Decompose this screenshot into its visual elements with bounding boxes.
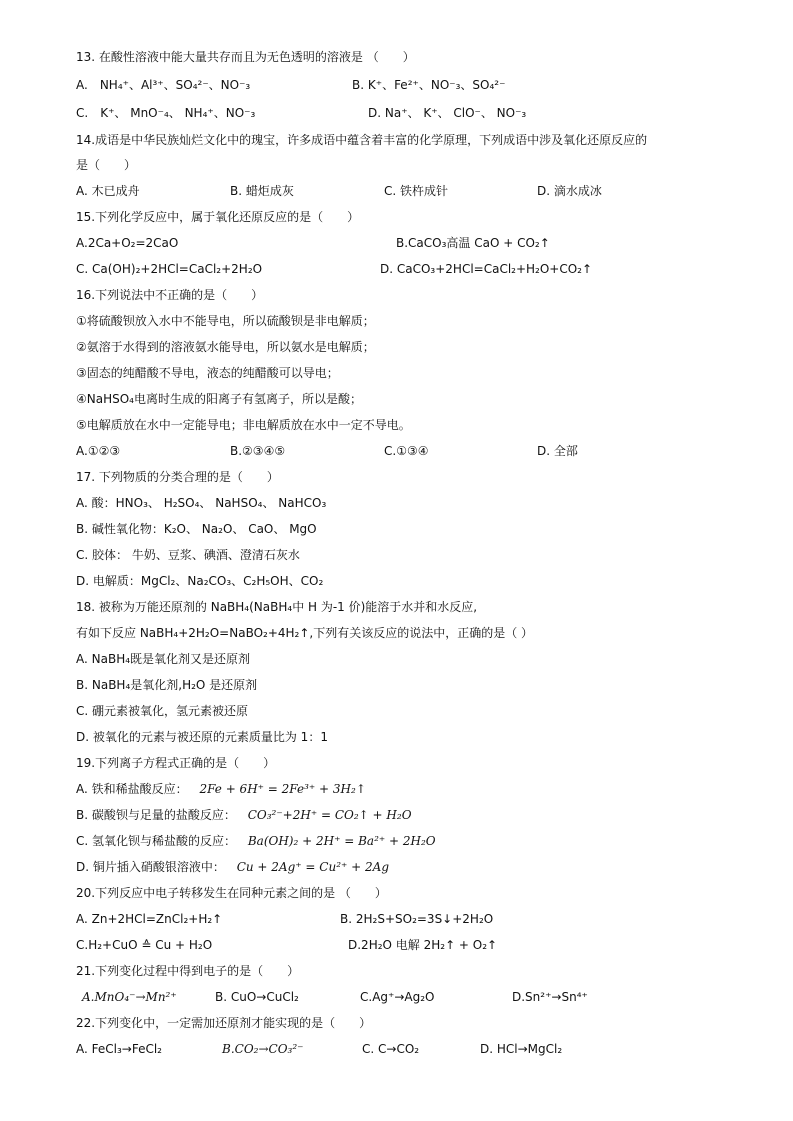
q19-option-d-label: D. 铜片插入硝酸银溶液中： <box>76 860 225 874</box>
q19-option-d-equation: Cu + 2Ag⁺ = Cu²⁺ + 2Ag <box>236 860 390 874</box>
q15-option-a: A.2Ca+O₂=2CaO <box>76 236 179 250</box>
q19-option-a <box>76 781 366 797</box>
q16-statement-3: ③固态的纯醋酸不导电，液态的纯醋酸可以导电； <box>76 366 339 380</box>
q14-stem-line1: 14.成语是中华民族灿烂文化中的瑰宝，许多成语中蕴含着丰富的化学原理，下列成语中涉及氧化还原反应的 <box>76 133 648 147</box>
q20-option-b: B. 2H₂S+SO₂=3S↓+2H₂O <box>340 912 494 926</box>
q22-option-a: A. FeCl₃→FeCl₂ <box>76 1042 162 1056</box>
q15-stem: 15.下列化学反应中，属于氧化还原反应的是（ ） <box>76 210 360 224</box>
q13-option-c: C. K⁺、 MnO⁻₄、 NH₄⁺、NO⁻₃ <box>76 106 256 120</box>
q15-option-c: C. Ca(OH)₂+2HCl=CaCl₂+2H₂O <box>76 262 263 276</box>
q22-option-c: C. C→CO₂ <box>362 1042 420 1056</box>
q16-statement-5: ⑤电解质放在水中一定能导电；非电解质放在水中一定不导电。 <box>76 418 411 432</box>
q18-option-b: B. NaBH₄是氧化剂,H₂O 是还原剂 <box>76 678 258 692</box>
q21-stem: 21.下列变化过程中得到电子的是（ ） <box>76 964 300 978</box>
q16-statement-1: ①将硫酸钡放入水中不能导电，所以硫酸钡是非电解质； <box>76 314 375 328</box>
q19-option-c <box>76 833 436 849</box>
q18-stem-line1: 18. 被称为万能还原剂的 NaBH₄(NaBH₄中 H 为-1 价)能溶于水并和水反应, <box>76 600 478 614</box>
q19-option-a-equation: 2Fe + 6H⁺ = 2Fe³⁺ + 3H₂↑ <box>199 782 366 796</box>
q14-option-d: D. 滴水成冰 <box>537 184 602 198</box>
q17-option-b: B. 碱性氧化物：K₂O、 Na₂O、 CaO、 MgO <box>76 522 317 536</box>
q16-statement-4: ④NaHSO₄电离时生成的阳离子有氢离子，所以是酸； <box>76 392 362 406</box>
q22-option-b: B.CO₂→CO₃²⁻ <box>222 1042 304 1056</box>
q21-option-b: B. CuO→CuCl₂ <box>215 990 299 1004</box>
q19-option-d <box>76 859 389 875</box>
q20-option-c: C.H₂+CuO ≙ Cu + H₂O <box>76 938 213 952</box>
q19-option-b-label: B. 碳酸钡与足量的盐酸反应： <box>76 808 236 822</box>
q18-stem-line2: 有如下反应 NaBH₄+2H₂O=NaBO₂+4H₂↑,下列有关该反应的说法中，正确的是（ ） <box>76 626 534 640</box>
q20-option-a: A. Zn+2HCl=ZnCl₂+H₂↑ <box>76 912 223 926</box>
q19-option-b <box>76 807 412 823</box>
q13-option-b: B. K⁺、Fe²⁺、NO⁻₃、SO₄²⁻ <box>352 78 506 92</box>
q14-option-b: B. 蜡炬成灰 <box>230 184 294 198</box>
q17-option-d: D. 电解质：MgCl₂、Na₂CO₃、C₂H₅OH、CO₂ <box>76 574 324 588</box>
q16-option-a: A.①②③ <box>76 444 121 458</box>
q16-statement-2: ②氨溶于水得到的溶液氨水能导电，所以氨水是电解质； <box>76 340 375 354</box>
q16-option-c: C.①③④ <box>384 444 429 458</box>
q14-stem-line2: 是（ ） <box>76 158 137 172</box>
q18-option-d: D. 被氧化的元素与被还原的元素质量比为 1：1 <box>76 730 328 744</box>
q17-stem: 17. 下列物质的分类合理的是（ ） <box>76 470 279 484</box>
q14-option-a: A. 木已成舟 <box>76 184 140 198</box>
q15-option-d: D. CaCO₃+2HCl=CaCl₂+H₂O+CO₂↑ <box>380 262 593 276</box>
q13-stem: 13. 在酸性溶液中能大量共存而且为无色透明的溶液是 （ ） <box>76 50 415 64</box>
q18-option-c: C. 硼元素被氧化，氢元素被还原 <box>76 704 249 718</box>
q14-option-c: C. 铁杵成针 <box>384 184 449 198</box>
q18-option-a: A. NaBH₄既是氧化剂又是还原剂 <box>76 652 251 666</box>
q20-option-d: D.2H₂O 电解 2H₂↑ + O₂↑ <box>348 938 498 952</box>
q19-stem: 19.下列离子方程式正确的是（ ） <box>76 756 276 770</box>
q15-option-b: B.CaCO₃高温 CaO + CO₂↑ <box>396 236 550 250</box>
q17-option-a: A. 酸：HNO₃、 H₂SO₄、 NaHSO₄、 NaHCO₃ <box>76 496 327 510</box>
q20-stem: 20.下列反应中电子转移发生在同种元素之间的是 （ ） <box>76 886 387 900</box>
q21-option-d: D.Sn²⁺→Sn⁴⁺ <box>512 990 588 1004</box>
q22-option-d: D. HCl→MgCl₂ <box>480 1042 563 1056</box>
q19-option-b-equation: CO₃²⁻+2H⁺ = CO₂↑ + H₂O <box>247 808 412 822</box>
q13-option-d: D. Na⁺、 K⁺、 ClO⁻、 NO⁻₃ <box>368 106 527 120</box>
q19-option-c-label: C. 氢氧化钡与稀盐酸的反应： <box>76 834 237 848</box>
q22-stem: 22.下列变化中，一定需加还原剂才能实现的是（ ） <box>76 1016 372 1030</box>
q19-option-a-label: A. 铁和稀盐酸反应： <box>76 782 188 796</box>
q16-option-d: D. 全部 <box>537 444 578 458</box>
q16-stem: 16.下列说法中不正确的是（ ） <box>76 288 264 302</box>
q21-option-a: A.MnO₄⁻→Mn²⁺ <box>82 990 177 1004</box>
q17-option-c: C. 胶体： 牛奶、豆浆、碘酒、澄清石灰水 <box>76 548 300 562</box>
q16-option-b: B.②③④⑤ <box>230 444 286 458</box>
q21-option-c: C.Ag⁺→Ag₂O <box>360 990 435 1004</box>
q13-option-a: A. NH₄⁺、Al³⁺、SO₄²⁻、NO⁻₃ <box>76 78 251 92</box>
q19-option-c-equation: Ba(OH)₂ + 2H⁺ = Ba²⁺ + 2H₂O <box>247 834 436 848</box>
